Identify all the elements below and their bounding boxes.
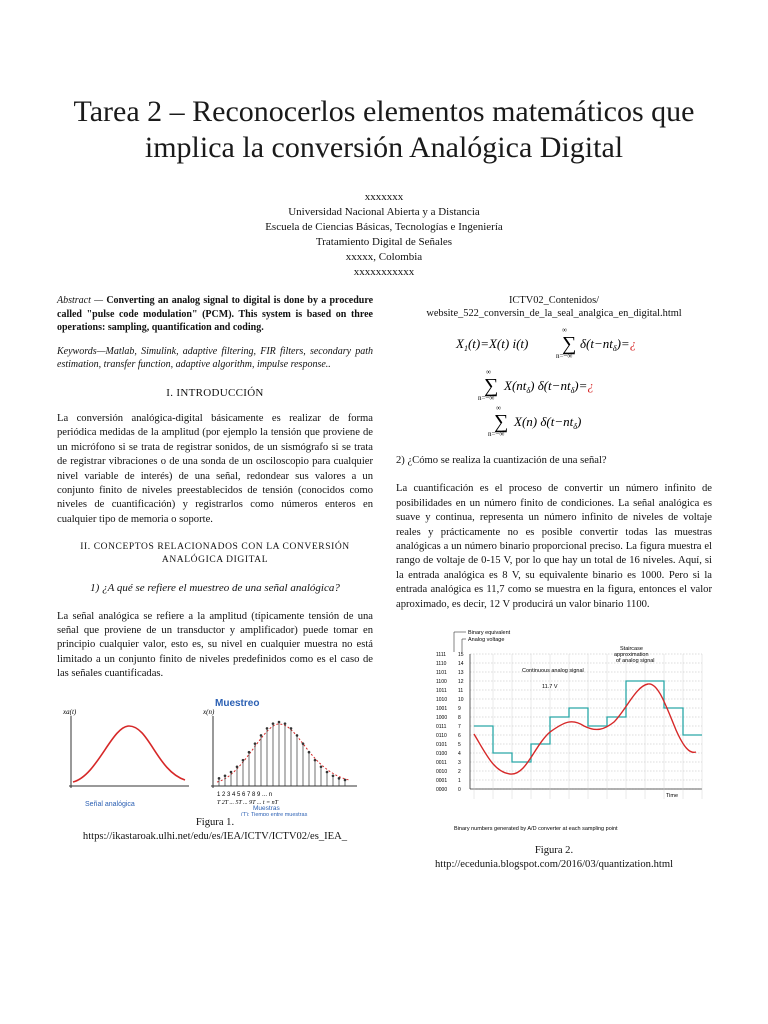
fig2-volt-label: 15 <box>458 652 464 659</box>
fig2-volt-label: 9 <box>458 706 461 713</box>
fig1-sample-point <box>338 777 341 780</box>
keywords: Keywords—Matlab, Simulink, adaptive filtering, FIR filters, secondary path estimation, transfer function, adaptive algorithm, impulse response.. <box>57 345 373 370</box>
fig1-left-label: Señal analógica <box>85 800 135 808</box>
svg-text:∞: ∞ <box>486 368 491 376</box>
figure-1-sampling <box>57 696 373 816</box>
fig2-binary-label: 1001 <box>436 706 448 713</box>
fig2-binary-label: 0100 <box>436 751 448 758</box>
equation-2: $X(nt_\delta)$ $\delta(t-nt_\delta)=¿$ <box>504 378 594 395</box>
fig2-analog-curve <box>474 684 696 774</box>
equation-3: X(n) $\delta(t-nt_\delta)$ <box>514 414 582 431</box>
figure-2-quantization <box>414 626 714 836</box>
fig2-binary-label: 1011 <box>436 688 447 695</box>
fig1-sample-point <box>314 758 317 761</box>
fig2-binary-label: 0111 <box>436 724 447 731</box>
question-1-body: La señal analógica se refiere a la amplitud (típicamente tensión de una señal que proviene de un transductor y amplificador) puede tomar en principio cualquier valor, esto es, su nivel en cualquier muestra no está limitado a un conjunto finito de niveles predefinidos como es el caso de las señales cuantificadas. <box>57 610 373 680</box>
svg-text:n=−∞: n=−∞ <box>478 394 495 402</box>
fig1-sample-point <box>224 774 227 777</box>
fig1-sample-point <box>296 734 299 737</box>
sum-sign-3: ∑ <box>494 411 509 433</box>
fig2-volt-label: 10 <box>458 697 464 704</box>
fig2-binary-label: 0000 <box>436 787 448 794</box>
author-name: xxxxxxx <box>364 191 404 203</box>
author-location: xxxxx, Colombia <box>345 251 423 263</box>
fig2-binary-label: 1000 <box>436 715 448 722</box>
fig1-sample-point <box>290 727 293 730</box>
figure-1-caption: Figura 1. https://ikastaroak.ulhi.net/edu/es/IEA/ICTV/ICTV02/es_IEA_ <box>82 816 348 842</box>
fig2-label-staircase: Staircase <box>620 646 643 653</box>
fig2-volt-label: 2 <box>458 769 461 776</box>
fig1-sample-point <box>266 727 269 730</box>
fig2-volt-label: 0 <box>458 787 461 794</box>
author-block <box>160 190 608 280</box>
author-course: Tratamiento Digital de Señales <box>315 236 453 248</box>
figure-2-graphic <box>414 626 714 836</box>
fig1-sample-point <box>278 720 281 723</box>
svg-text:approximation: approximation <box>614 652 649 659</box>
fig2-legend-binary: Binary equivalent <box>468 630 511 637</box>
question-2-body: La cuantificación es el proceso de convertir un número infinito de posibilidades en un número finito de condiciones. La señal analógica es suave y continua, representa un número infinito de niveles de voltaje reales y prácticamente no es posible convertir todas las muestras analógicas a un número binario proporcional preciso. La figura muestra el rango de voltaje de 0-15 V, por lo que hay un total de 16 niveles. Aquí, si la entrada analógica es 8 V, su equivalente binario es 1000. Pero si la entrada analógica es 11,7 como se muestra en la figura, entonces el valor aproximado, es decir, 12 V producirá un valor binario 1100. <box>396 483 712 610</box>
right-column <box>396 294 712 872</box>
fig2-volt-label: 4 <box>458 751 461 758</box>
figure-2-caption: Figura 2. http://ecedunia.blogspot.com/2016/03/quantization.html <box>434 845 674 871</box>
svg-text:∞: ∞ <box>496 404 501 412</box>
fig2-volt-label: 13 <box>458 670 464 677</box>
author-email: xxxxxxxxxxx <box>353 266 415 278</box>
fig2-volt-label: 5 <box>458 742 461 749</box>
fig2-volt-label: 7 <box>458 724 461 731</box>
fig2-volt-label: 6 <box>458 733 461 740</box>
fig1-sample-point <box>326 770 329 773</box>
fig2-binary-label: 1110 <box>436 661 447 668</box>
equations-graphic <box>396 320 712 440</box>
fig2-binary-label: 1100 <box>436 679 447 686</box>
fig1-sample-point <box>242 758 245 761</box>
fig1-sample-point <box>332 774 335 777</box>
sum-sign-1: ∑ <box>562 333 577 355</box>
fig1-analog-curve <box>73 726 185 782</box>
fig1-ticks: 1 2 3 4 5 6 7 8 9 ... n <box>217 791 273 798</box>
fig1-title: Muestreo <box>215 697 260 709</box>
fig1-sample-point <box>260 734 263 737</box>
author-school: Escuela de Ciencias Básicas, Tecnologías e Ingeniería <box>265 221 503 233</box>
intro-body: La conversión analógica-digital básicamente es realizar de forma periódica medidas de la amplitud (por ejemplo la tensión que proviene de un micrófono si se trata de registrar sonidos, de un sismógrafo si se trata de registrar vibraciones o de una sonda de un osciloscopio para cualquier nivel variable de interés) de una señal, redondear sus valores a un conjunto finito de niveles preestablecidos de tensión (conocidos como niveles de cuantificación) y registrarlos como números enteros en cualquier tipo de memoria o soporte. <box>57 412 373 525</box>
fig2-volt-label: 3 <box>458 760 461 767</box>
section-heading-concepts: II. CONCEPTOS RELACIONADOS CON LA CONVERSIÓN ANALÓGICA DIGITAL <box>80 542 350 566</box>
fig2-binary-label: 0001 <box>436 778 448 785</box>
fig1-sample-point <box>254 742 257 745</box>
fig1-sample-point <box>272 722 275 725</box>
fig2-binary-label: 1010 <box>436 697 448 704</box>
sum-top-1: ∞ <box>562 326 567 334</box>
fig1-right-label: Muestras <box>253 804 280 812</box>
fig1-right-sublabel: (T): Tiempo entre muestras <box>241 811 308 816</box>
fig1-sample-point <box>302 742 305 745</box>
fig1-ticks-time: T 2T ... 5T ... 9T ... t = nT <box>217 799 278 806</box>
fig1-sample-point <box>218 777 221 780</box>
fig2-volt-label: 11 <box>458 688 464 695</box>
fig2-binary-label: 0110 <box>436 733 447 740</box>
svg-text:n=−∞: n=−∞ <box>488 430 505 438</box>
fig1-sample-point <box>308 751 311 754</box>
fig2-binary-label: 0010 <box>436 769 448 776</box>
fig2-label-time: Time <box>666 793 679 800</box>
author-university: Universidad Nacional Abierta y a Distancia <box>288 206 480 218</box>
fig2-volt-label: 14 <box>458 661 464 668</box>
svg-text:of analog signal: of analog signal <box>616 658 655 665</box>
fig2-volt-label: 1 <box>458 778 461 785</box>
left-column <box>57 294 373 844</box>
sum-sign-2: ∑ <box>484 375 499 397</box>
question-2: 2) ¿Cómo se realiza la cuantización de una señal? <box>396 455 607 466</box>
svg-text:δ(t−ntδ)=¿: $\delta(t-nt_\delta)=¿$ <box>580 336 637 353</box>
fig1-left-ylabel: xa(t) <box>63 707 77 716</box>
fig2-volt-label: 8 <box>458 715 461 722</box>
fig1-right-ylabel: x(n) <box>203 707 215 716</box>
abstract: Abstract — Converting an analog signal to digital is done by a procedure called "pulse code modulation" (PCM). This system is based on three operations: sampling, quantification and coding. <box>57 295 374 333</box>
fig1-sample-point <box>236 765 239 768</box>
fig1-sample-point <box>284 722 287 725</box>
equation-1: $X_1(t)=X(t)$ i(t) <box>456 336 529 353</box>
fig1-samples <box>218 720 347 785</box>
fig2-label-continuous: Continuous analog signal <box>522 668 584 675</box>
figure-1-graphic <box>57 696 373 816</box>
fig2-binary-label: 1101 <box>436 670 447 677</box>
fig1-sample-point <box>320 765 323 768</box>
fig2-footer: Binary numbers generated by A/D converter at each sampling point <box>454 826 618 833</box>
sum-bottom-1: n=−∞ <box>556 352 573 360</box>
section-heading-intro: I. INTRODUCCIÓN <box>166 386 264 399</box>
fig1-sample-point <box>248 751 251 754</box>
fig2-binary-label: 1111 <box>436 652 447 659</box>
fig1-sample-point <box>230 770 233 773</box>
fig2-legend-analog: Analog voltage <box>468 637 505 644</box>
figure-1-url-continued: ICTV02_Contenidos/ website_522_conversin_de_la_seal_analgica_en_digital.html <box>426 295 682 319</box>
fig2-label-117: 11.7 V <box>542 684 558 691</box>
paper-title: Tarea 2 – Reconocerlos elementos matemáticos que implica la conversión Analógica Digital <box>73 95 695 164</box>
fig1-sample-point <box>344 778 347 781</box>
equations <box>396 320 712 440</box>
fig2-binary-label: 0101 <box>436 742 448 749</box>
question-1: 1) ¿A qué se refiere el muestreo de una señal analógica? <box>90 582 340 595</box>
fig2-binary-label: 0011 <box>436 760 447 767</box>
fig2-volt-label: 12 <box>458 679 464 686</box>
